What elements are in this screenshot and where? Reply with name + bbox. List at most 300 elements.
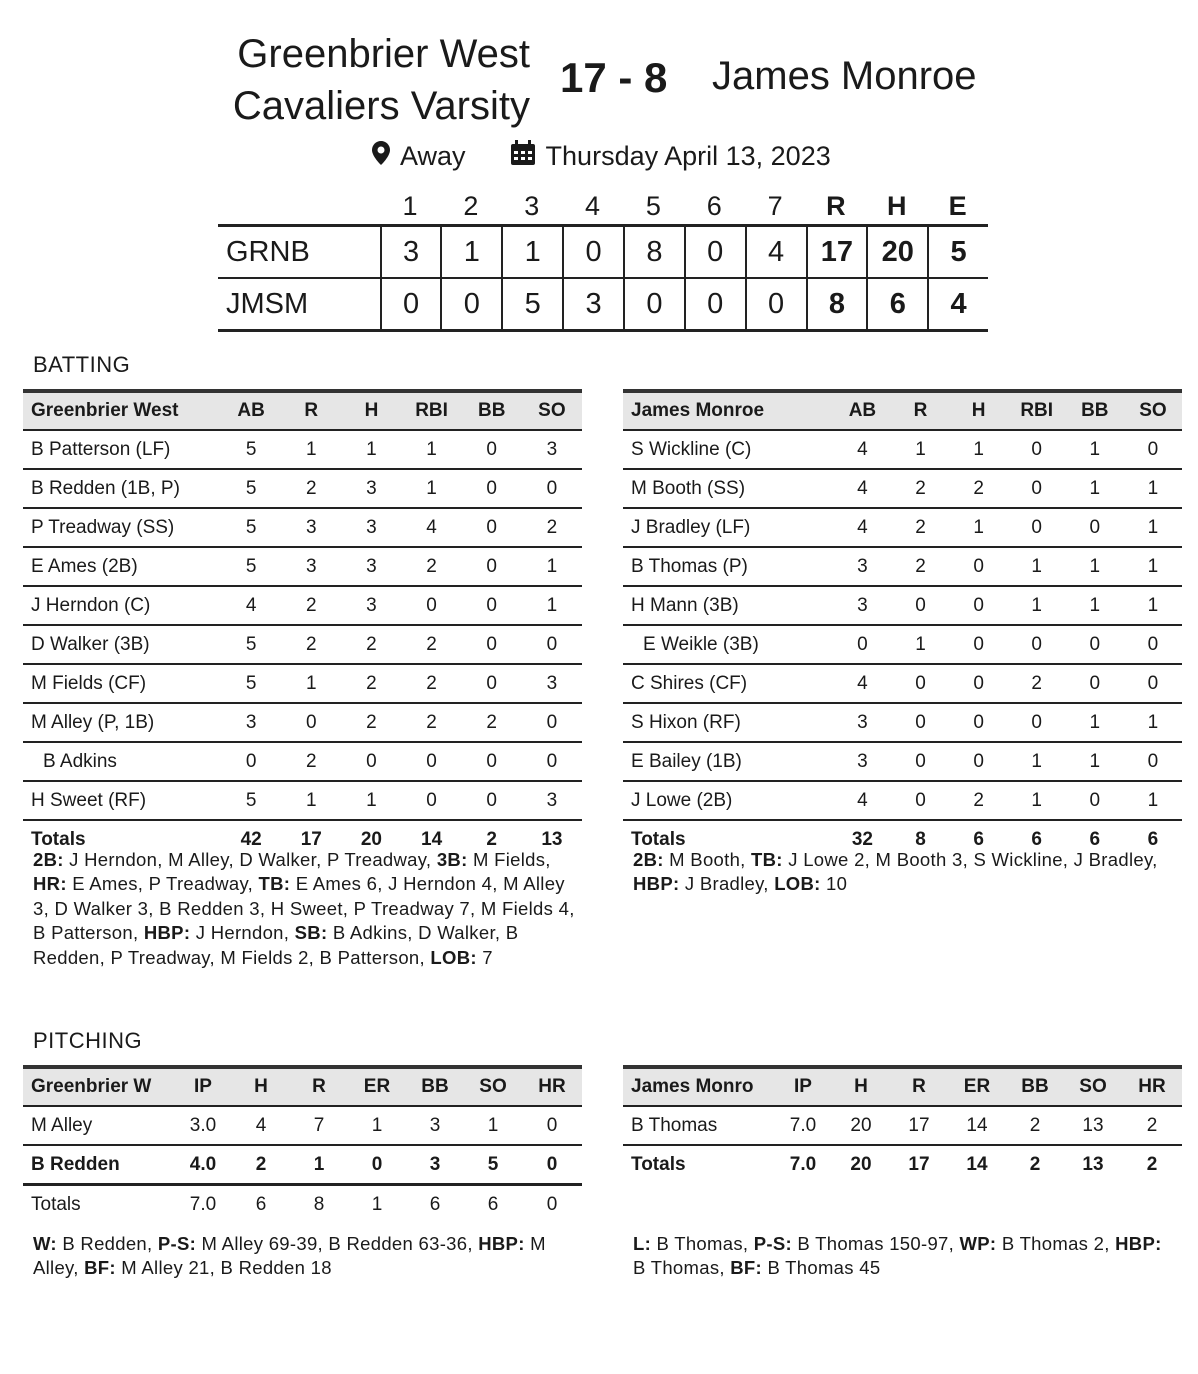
- stat-column-header: IP: [774, 1067, 832, 1106]
- table-row: [23, 508, 582, 547]
- stat-cell: 3: [221, 703, 281, 742]
- total-cell: 6: [1089, 828, 1101, 850]
- stat-column-header: H: [832, 1067, 890, 1106]
- inning-score: 5: [501, 279, 562, 329]
- stat-cell: 2: [1122, 1106, 1182, 1145]
- stat-cell: 2: [341, 703, 401, 742]
- stat-cell: 2: [281, 742, 341, 781]
- player-name: J Bradley (LF): [623, 508, 833, 547]
- player-name: M Alley: [23, 1106, 174, 1145]
- note-text: J Herndon, M Alley, D Walker, P Treadway,: [63, 849, 437, 870]
- batting-notes-home: [33, 848, 585, 970]
- totals-row: [623, 1145, 1182, 1183]
- inning-score: 0: [623, 279, 684, 329]
- inning-header: 1: [402, 190, 418, 221]
- stat-cell: 1: [281, 781, 341, 820]
- total-cell: 2: [1029, 1153, 1041, 1175]
- total-cell: 32: [851, 828, 873, 850]
- table-header-row: [623, 391, 1182, 430]
- note-label: W:: [33, 1233, 57, 1254]
- stat-cell: 5: [464, 1145, 522, 1185]
- player-name: J Herndon (C): [23, 586, 221, 625]
- note-label: 2B:: [633, 849, 664, 870]
- stat-cell: 0: [462, 664, 522, 703]
- stat-cell: 3: [341, 508, 401, 547]
- team-abbr: GRNB: [226, 235, 310, 268]
- stat-cell: 0: [522, 469, 582, 508]
- totals-label: Totals: [31, 1193, 81, 1215]
- note-label: P-S:: [753, 1233, 792, 1254]
- stat-column-header: AB: [221, 391, 281, 430]
- stat-cell: 0: [1124, 664, 1182, 703]
- stat-cell: 0: [891, 586, 949, 625]
- stat-cell: 17: [890, 1106, 948, 1145]
- stat-cell: 1: [348, 1106, 406, 1145]
- stat-cell: 3: [281, 547, 341, 586]
- stat-cell: 2: [1006, 1106, 1064, 1145]
- stat-cell: 1: [1008, 586, 1066, 625]
- stat-cell: 0: [950, 586, 1008, 625]
- inning-score: 0: [380, 279, 441, 329]
- stat-cell: 0: [522, 1145, 582, 1185]
- table-row: [23, 469, 582, 508]
- note-text: B Thomas 45: [762, 1257, 881, 1279]
- stat-cell: 1: [290, 1145, 348, 1185]
- note-text: E Ames, P Treadway,: [66, 873, 259, 895]
- total-runs: 17: [806, 227, 867, 277]
- total-cell: 8: [915, 828, 926, 850]
- note-text: B Thomas 2,: [996, 1233, 1116, 1254]
- stat-cell: 4: [833, 430, 891, 469]
- stat-cell: 3: [406, 1145, 464, 1185]
- table-row: [23, 625, 582, 664]
- stat-cell: 1: [1066, 430, 1124, 469]
- stat-column-header: HR: [522, 1067, 582, 1106]
- note-label: WP:: [959, 1233, 997, 1254]
- stat-cell: 0: [462, 625, 522, 664]
- stat-cell: 0: [281, 703, 341, 742]
- stat-cell: 20: [832, 1106, 890, 1145]
- linescore-header: [218, 188, 988, 227]
- stat-cell: 3: [406, 1106, 464, 1145]
- table-row: [623, 664, 1182, 703]
- stat-column-header: R: [281, 391, 341, 430]
- home-team-line1: Greenbrier West: [237, 32, 530, 76]
- stat-cell: 1: [1008, 781, 1066, 820]
- stat-cell: 5: [221, 781, 281, 820]
- inning-header: 6: [706, 190, 722, 221]
- totals-label: Totals: [31, 828, 86, 850]
- stat-column-header: H: [950, 391, 1008, 430]
- stat-cell: 5: [221, 664, 281, 703]
- pitching-notes-home: [33, 1232, 573, 1281]
- stat-cell: 0: [891, 703, 949, 742]
- stat-cell: 3: [341, 586, 401, 625]
- totals-row: [23, 1185, 582, 1224]
- stat-cell: 7.0: [774, 1106, 832, 1145]
- note-text: B Redden,: [56, 1233, 158, 1254]
- stat-cell: 2: [402, 664, 462, 703]
- player-name: M Booth (SS): [623, 469, 833, 508]
- stat-cell: 3.0: [174, 1106, 232, 1145]
- note-text: M Fields,: [467, 849, 551, 870]
- table-row: [623, 742, 1182, 781]
- note-label: TB:: [258, 873, 291, 895]
- table-header-row: [23, 1067, 582, 1106]
- player-name: C Shires (CF): [623, 664, 833, 703]
- total-cell: 1: [371, 1193, 383, 1215]
- map-pin-icon: [372, 141, 390, 172]
- game-meta: [372, 140, 831, 173]
- stat-cell: 4: [402, 508, 462, 547]
- stat-cell: 1: [950, 508, 1008, 547]
- total-cell: 13: [1082, 1153, 1104, 1175]
- stat-cell: 0: [348, 1145, 406, 1185]
- inning-score: 0: [684, 279, 745, 329]
- note-label: SB:: [294, 922, 328, 944]
- table-row: [23, 703, 582, 742]
- total-cell: 17: [300, 828, 322, 850]
- stat-cell: 1: [891, 625, 949, 664]
- stat-cell: 0: [891, 664, 949, 703]
- stat-column-header: ER: [948, 1067, 1006, 1106]
- note-text: E Ames 6, J Herndon 4, M Alley 3, D Walker 3, B Redden 3, H Sweet, P Treadway 7, M Fields 4, B Patterson,: [33, 873, 575, 944]
- stat-cell: 0: [950, 547, 1008, 586]
- note-label: LOB:: [430, 946, 477, 968]
- game-date: Thursday April 13, 2023: [545, 141, 831, 171]
- player-name: B Redden (1B, P): [23, 469, 221, 508]
- stat-cell: 2: [402, 547, 462, 586]
- inning-header: 5: [645, 190, 661, 221]
- table-row: [623, 625, 1182, 664]
- stat-cell: 0: [950, 742, 1008, 781]
- stat-cell: 0: [462, 469, 522, 508]
- player-name: D Walker (3B): [23, 625, 221, 664]
- stat-cell: 1: [1066, 547, 1124, 586]
- table-row: [623, 586, 1182, 625]
- totals-label: Totals: [631, 828, 686, 850]
- stat-cell: 1: [891, 430, 949, 469]
- stat-cell: 2: [1008, 664, 1066, 703]
- player-name: S Hixon (RF): [623, 703, 833, 742]
- stat-cell: 0: [833, 625, 891, 664]
- inning-score: 8: [623, 227, 684, 277]
- stat-cell: 2: [232, 1145, 290, 1185]
- stat-cell: 4: [232, 1106, 290, 1145]
- errors-header: E: [948, 190, 967, 221]
- game-header: [0, 28, 1198, 138]
- stat-cell: 0: [1008, 703, 1066, 742]
- inning-score: 3: [380, 227, 441, 277]
- stat-cell: 5: [221, 508, 281, 547]
- stat-cell: 1: [950, 430, 1008, 469]
- stat-column-header: BB: [1066, 391, 1124, 430]
- team-abbr: JMSM: [226, 287, 309, 320]
- total-hits: 6: [866, 279, 927, 329]
- stat-cell: 1: [281, 664, 341, 703]
- inning-header: 2: [463, 190, 479, 221]
- stat-cell: 0: [462, 508, 522, 547]
- total-cell: 6: [1147, 828, 1159, 850]
- stat-cell: 0: [891, 742, 949, 781]
- runs-header: R: [826, 190, 846, 221]
- note-text: M Alley 69-39, B Redden 63-36,: [196, 1233, 479, 1254]
- stat-cell: 3: [281, 508, 341, 547]
- pitching-notes-away: [633, 1232, 1178, 1281]
- total-cell: 7.0: [789, 1153, 817, 1175]
- pitching-table-away: [623, 1065, 1182, 1183]
- stat-cell: 0: [1124, 430, 1182, 469]
- table-row: [623, 1106, 1182, 1145]
- batting-notes-away: [633, 848, 1163, 897]
- stat-cell: 0: [950, 625, 1008, 664]
- stat-column-header: SO: [1124, 391, 1182, 430]
- stat-cell: 5: [221, 430, 281, 469]
- note-text: J Lowe 2, M Booth 3, S Wickline, J Bradley,: [782, 849, 1158, 870]
- note-text: J Herndon,: [190, 922, 295, 944]
- total-cell: 7.0: [189, 1193, 217, 1215]
- total-cell: 6: [1031, 828, 1042, 850]
- table-row: [23, 742, 582, 781]
- table-row: [623, 703, 1182, 742]
- stat-cell: 3: [341, 469, 401, 508]
- home-team-line2: Cavaliers Varsity: [232, 84, 530, 128]
- table-row: [23, 781, 582, 820]
- stat-column-header: R: [890, 1067, 948, 1106]
- stat-column-header: IP: [174, 1067, 232, 1106]
- note-label: HBP:: [1115, 1233, 1162, 1254]
- stat-cell: 4: [221, 586, 281, 625]
- stat-cell: 0: [341, 742, 401, 781]
- stat-cell: 0: [462, 742, 522, 781]
- note-label: BF:: [730, 1257, 762, 1279]
- table-row: [23, 547, 582, 586]
- stat-cell: 0: [462, 547, 522, 586]
- player-name: B Thomas: [623, 1106, 774, 1145]
- note-text: B Thomas,: [651, 1233, 754, 1254]
- stat-cell: 2: [341, 664, 401, 703]
- note-label: HBP:: [633, 873, 680, 895]
- table-row: [623, 547, 1182, 586]
- inning-header: 3: [524, 190, 540, 221]
- stat-cell: 0: [462, 586, 522, 625]
- player-name: B Thomas (P): [623, 547, 833, 586]
- stat-column-header: SO: [1064, 1067, 1122, 1106]
- total-cell: 14: [966, 1153, 988, 1175]
- stat-cell: 2: [891, 547, 949, 586]
- total-cell: 17: [908, 1153, 930, 1175]
- total-cell: 14: [421, 828, 443, 850]
- calendar-icon: [510, 140, 536, 173]
- inning-score: 0: [440, 279, 501, 329]
- linescore-table: [218, 188, 988, 332]
- stat-cell: 0: [221, 742, 281, 781]
- total-errors: 5: [927, 227, 988, 277]
- player-name: E Ames (2B): [23, 547, 221, 586]
- table-row: [23, 1106, 582, 1145]
- stat-cell: 0: [402, 742, 462, 781]
- note-label: HBP:: [478, 1233, 525, 1254]
- stat-cell: 0: [891, 781, 949, 820]
- note-label: 2B:: [33, 849, 64, 870]
- stat-cell: 1: [1066, 586, 1124, 625]
- stat-cell: 0: [950, 664, 1008, 703]
- inning-score: 0: [562, 227, 623, 277]
- stat-column-header: SO: [522, 391, 582, 430]
- linescore-row-home: [218, 227, 988, 279]
- stat-cell: 13: [1064, 1106, 1122, 1145]
- stat-cell: 0: [1124, 625, 1182, 664]
- table-row: [623, 508, 1182, 547]
- table-header-row: [623, 1067, 1182, 1106]
- inning-score: 0: [684, 227, 745, 277]
- stat-cell: 3: [341, 547, 401, 586]
- stat-cell: 0: [1066, 664, 1124, 703]
- hits-header: H: [887, 190, 907, 221]
- stat-column-header: RBI: [402, 391, 462, 430]
- total-hits: 20: [866, 227, 927, 277]
- inning-score: 0: [745, 279, 806, 329]
- stat-cell: 0: [1008, 469, 1066, 508]
- note-label: TB:: [751, 849, 783, 870]
- player-name: S Wickline (C): [623, 430, 833, 469]
- stat-cell: 1: [1124, 586, 1182, 625]
- stat-cell: 1: [341, 781, 401, 820]
- final-score: 17 - 8: [560, 54, 668, 101]
- stat-cell: 2: [281, 586, 341, 625]
- stat-column-header: HR: [1122, 1067, 1182, 1106]
- stat-cell: 0: [1008, 508, 1066, 547]
- stat-cell: 4: [833, 469, 891, 508]
- stat-cell: 0: [462, 430, 522, 469]
- player-name: M Fields (CF): [23, 664, 221, 703]
- stat-cell: 2: [281, 469, 341, 508]
- note-label: BF:: [84, 1257, 116, 1279]
- stat-cell: 0: [1008, 430, 1066, 469]
- stat-column-header: BB: [1006, 1067, 1064, 1106]
- stat-column-header: SO: [464, 1067, 522, 1106]
- home-team-name: [180, 28, 530, 132]
- stat-cell: 3: [833, 703, 891, 742]
- stat-cell: 0: [522, 625, 582, 664]
- total-cell: 2: [486, 828, 497, 850]
- pitching-table-home: [23, 1065, 582, 1223]
- total-cell: 2: [1146, 1153, 1158, 1175]
- stat-cell: 0: [950, 703, 1008, 742]
- stat-cell: 0: [1124, 742, 1182, 781]
- stat-cell: 5: [221, 547, 281, 586]
- stat-column-header: ER: [348, 1067, 406, 1106]
- total-cell: 6: [429, 1193, 441, 1215]
- stat-cell: 1: [1008, 547, 1066, 586]
- note-label: P-S:: [157, 1233, 197, 1254]
- stat-cell: 4.0: [174, 1145, 232, 1185]
- stat-cell: 4: [833, 781, 891, 820]
- stat-cell: 7: [290, 1106, 348, 1145]
- player-name: E Bailey (1B): [623, 742, 833, 781]
- stat-column-header: BB: [406, 1067, 464, 1106]
- stat-cell: 1: [1124, 703, 1182, 742]
- stat-cell: 14: [948, 1106, 1006, 1145]
- player-name: M Alley (P, 1B): [23, 703, 221, 742]
- stat-cell: 1: [1008, 742, 1066, 781]
- table-row: [623, 430, 1182, 469]
- stat-cell: 3: [522, 664, 582, 703]
- stat-cell: 3: [833, 742, 891, 781]
- note-text: M Booth,: [663, 849, 752, 870]
- note-label: L:: [633, 1233, 652, 1254]
- table-row: [23, 1145, 582, 1185]
- stat-cell: 1: [1124, 469, 1182, 508]
- stat-cell: 3: [833, 586, 891, 625]
- stat-cell: 1: [1066, 742, 1124, 781]
- note-text: B Thomas 150-97,: [791, 1233, 960, 1254]
- total-cell: 42: [240, 828, 262, 850]
- note-label: LOB:: [774, 873, 821, 895]
- away-team-name: James Monroe: [712, 54, 977, 98]
- stat-cell: 5: [221, 625, 281, 664]
- total-cell: 20: [850, 1153, 872, 1175]
- stat-cell: 1: [1066, 469, 1124, 508]
- stat-cell: 2: [950, 469, 1008, 508]
- stat-cell: 3: [522, 781, 582, 820]
- stat-cell: 0: [402, 781, 462, 820]
- table-row: [623, 469, 1182, 508]
- stat-cell: 0: [522, 703, 582, 742]
- stat-cell: 1: [1124, 781, 1182, 820]
- stat-cell: 1: [402, 469, 462, 508]
- inning-header: 4: [585, 190, 601, 221]
- player-name: B Redden: [23, 1145, 174, 1185]
- stat-cell: 2: [341, 625, 401, 664]
- table-row: [23, 664, 582, 703]
- team-column-header: James Monroe: [623, 391, 833, 430]
- location-label: Away: [400, 141, 466, 171]
- stat-cell: 1: [464, 1106, 522, 1145]
- stat-cell: 1: [341, 430, 401, 469]
- total-cell: 20: [360, 828, 382, 850]
- total-cell: 6: [255, 1193, 267, 1215]
- stat-column-header: RBI: [1008, 391, 1066, 430]
- stat-cell: 3: [833, 547, 891, 586]
- total-cell: 6: [973, 828, 984, 850]
- stat-cell: 2: [402, 703, 462, 742]
- total-runs: 8: [806, 279, 867, 329]
- inning-score: 1: [440, 227, 501, 277]
- linescore-row-away: [218, 279, 988, 332]
- stat-cell: 1: [522, 547, 582, 586]
- table-row: [23, 430, 582, 469]
- totals-label: Totals: [631, 1153, 686, 1175]
- inning-score: 1: [501, 227, 562, 277]
- batting-table-home: [23, 389, 582, 858]
- stat-cell: 1: [281, 430, 341, 469]
- total-cell: 13: [541, 828, 563, 850]
- team-column-header: Greenbrier W: [23, 1067, 174, 1106]
- stat-cell: 1: [1124, 508, 1182, 547]
- inning-score: 4: [745, 227, 806, 277]
- note-text: B Adkins, D Walker, B Redden, P Treadway, M Fields 2, B Patterson,: [33, 922, 519, 968]
- stat-column-header: BB: [462, 391, 522, 430]
- total-cell: 8: [313, 1193, 325, 1215]
- stat-cell: 2: [522, 508, 582, 547]
- player-name: B Adkins: [23, 742, 221, 781]
- stat-cell: 2: [462, 703, 522, 742]
- stat-cell: 4: [833, 508, 891, 547]
- stat-column-header: R: [290, 1067, 348, 1106]
- inning-header: 7: [767, 190, 783, 221]
- player-name: P Treadway (SS): [23, 508, 221, 547]
